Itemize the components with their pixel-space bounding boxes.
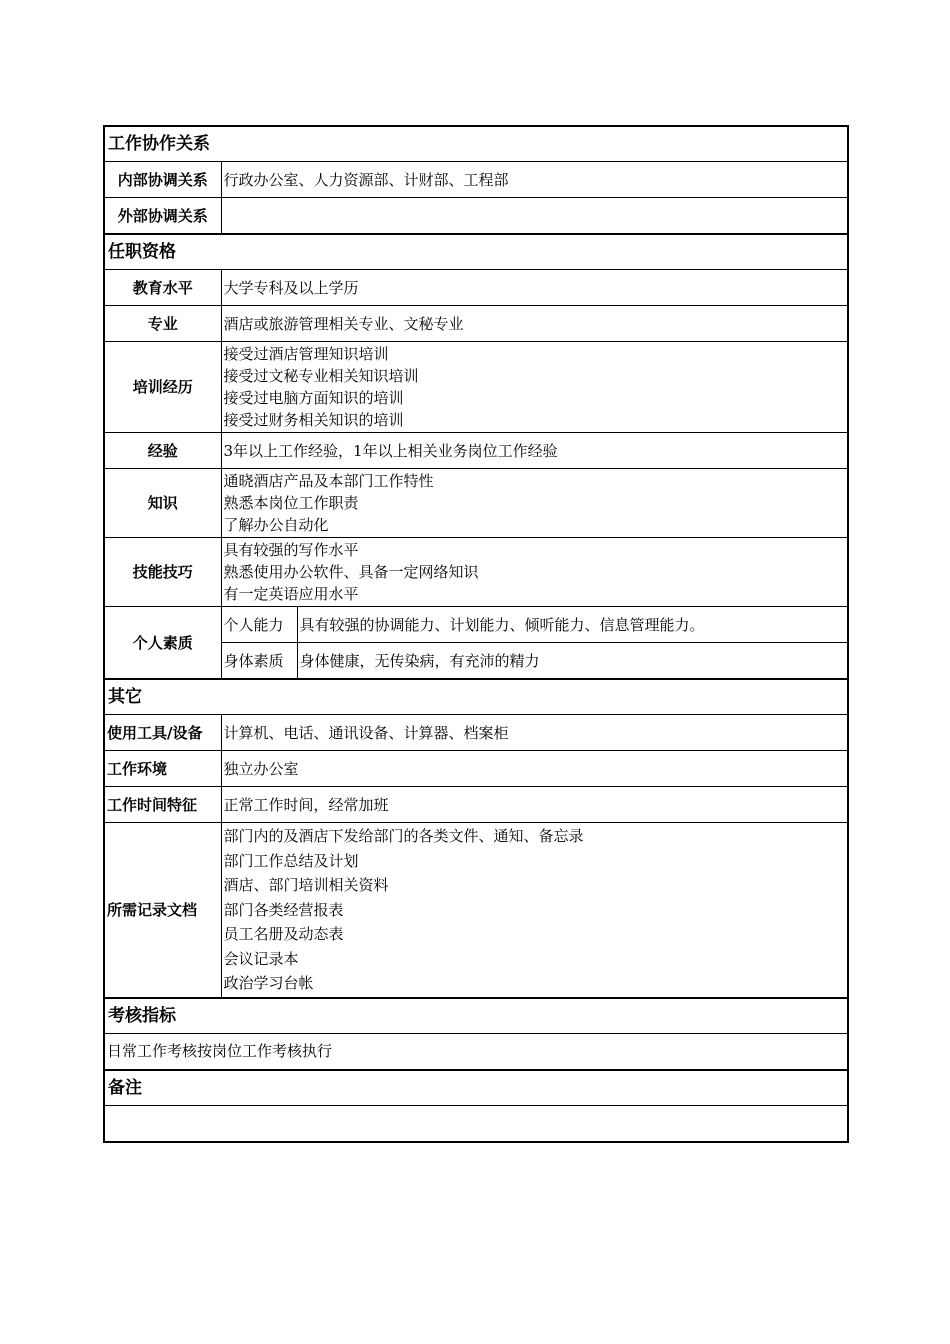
external-label: 外部协调关系 xyxy=(104,198,221,235)
row-environment xyxy=(104,751,848,787)
section-title-qualifications: 任职资格 xyxy=(104,234,848,270)
document-line: 部门工作总结及计划 xyxy=(223,851,359,870)
work-time-value: 正常工作时间，经常加班 xyxy=(221,787,848,823)
training-line: 接受过电脑方面知识的培训 xyxy=(223,389,404,407)
physical-value: 身体健康，无传染病，有充沛的精力 xyxy=(297,643,848,680)
section-other xyxy=(104,679,848,715)
major-label: 专业 xyxy=(104,306,221,342)
section-title-assessment: 考核指标 xyxy=(104,998,848,1034)
experience-label: 经验 xyxy=(104,433,221,469)
skills-value xyxy=(221,538,848,607)
experience-value: 3年以上工作经验，1年以上相关业务岗位工作经验 xyxy=(221,433,848,469)
external-value xyxy=(221,198,848,235)
row-education xyxy=(104,270,848,306)
environment-label: 工作环境 xyxy=(104,751,221,787)
row-assessment xyxy=(104,1033,848,1070)
row-experience xyxy=(104,433,848,469)
row-ability xyxy=(104,607,848,643)
section-qualifications xyxy=(104,234,848,270)
knowledge-value xyxy=(221,469,848,538)
assessment-value: 日常工作考核按岗位工作考核执行 xyxy=(104,1033,848,1070)
documents-value xyxy=(221,823,848,998)
knowledge-line: 熟悉本岗位工作职责 xyxy=(223,494,359,512)
major-value: 酒店或旅游管理相关专业、文秘专业 xyxy=(221,306,848,342)
document-line: 政治学习台帐 xyxy=(223,974,314,992)
row-skills xyxy=(104,538,848,607)
training-label: 培训经历 xyxy=(104,342,221,433)
knowledge-line: 通晓酒店产品及本部门工作特性 xyxy=(223,472,434,490)
tools-value: 计算机、电话、通讯设备、计算器、档案柜 xyxy=(221,715,848,751)
document-line: 会议记录本 xyxy=(223,949,299,968)
remarks-value xyxy=(104,1105,848,1142)
documents-label: 所需记录文档 xyxy=(104,823,221,998)
row-knowledge xyxy=(104,469,848,538)
training-line: 接受过财务相关知识的培训 xyxy=(223,411,404,429)
internal-value: 行政办公室、人力资源部、计财部、工程部 xyxy=(221,162,848,198)
document-line: 酒店、部门培训相关资料 xyxy=(223,876,389,894)
personal-label: 个人素质 xyxy=(104,607,221,680)
row-external xyxy=(104,198,848,235)
section-remarks xyxy=(104,1070,848,1106)
education-value: 大学专科及以上学历 xyxy=(221,270,848,306)
document-line: 部门内的及酒店下发给部门的各类文件、通知、备忘录 xyxy=(223,827,584,845)
tools-label: 使用工具/设备 xyxy=(104,715,221,751)
row-tools xyxy=(104,715,848,751)
skills-line: 有一定英语应用水平 xyxy=(223,585,359,603)
job-description-table xyxy=(103,125,849,1143)
skills-line: 具有较强的写作水平 xyxy=(223,541,359,559)
physical-label: 身体素质 xyxy=(221,643,297,680)
training-line: 接受过酒店管理知识培训 xyxy=(223,345,389,363)
knowledge-label: 知识 xyxy=(104,469,221,538)
job-description-sheet xyxy=(103,125,847,1143)
row-documents xyxy=(104,823,848,998)
work-time-label: 工作时间特征 xyxy=(104,787,221,823)
ability-value: 具有较强的协调能力、计划能力、倾听能力、信息管理能力。 xyxy=(297,607,848,643)
row-remarks xyxy=(104,1105,848,1142)
section-cooperation xyxy=(104,126,848,162)
ability-label: 个人能力 xyxy=(221,607,297,643)
section-assessment xyxy=(104,998,848,1034)
row-training xyxy=(104,342,848,433)
section-title-cooperation: 工作协作关系 xyxy=(104,126,848,162)
training-value xyxy=(221,342,848,433)
education-label: 教育水平 xyxy=(104,270,221,306)
skills-line: 熟悉使用办公软件、具备一定网络知识 xyxy=(223,563,479,581)
row-work-time xyxy=(104,787,848,823)
section-title-remarks: 备注 xyxy=(104,1070,848,1106)
internal-label: 内部协调关系 xyxy=(104,162,221,198)
section-title-other: 其它 xyxy=(104,679,848,715)
row-internal xyxy=(104,162,848,198)
row-major xyxy=(104,306,848,342)
training-line: 接受过文秘专业相关知识培训 xyxy=(223,367,419,385)
skills-label: 技能技巧 xyxy=(104,538,221,607)
environment-value: 独立办公室 xyxy=(221,751,848,787)
document-line: 部门各类经营报表 xyxy=(223,900,344,919)
document-line: 员工名册及动态表 xyxy=(223,925,344,943)
knowledge-line: 了解办公自动化 xyxy=(223,516,329,534)
